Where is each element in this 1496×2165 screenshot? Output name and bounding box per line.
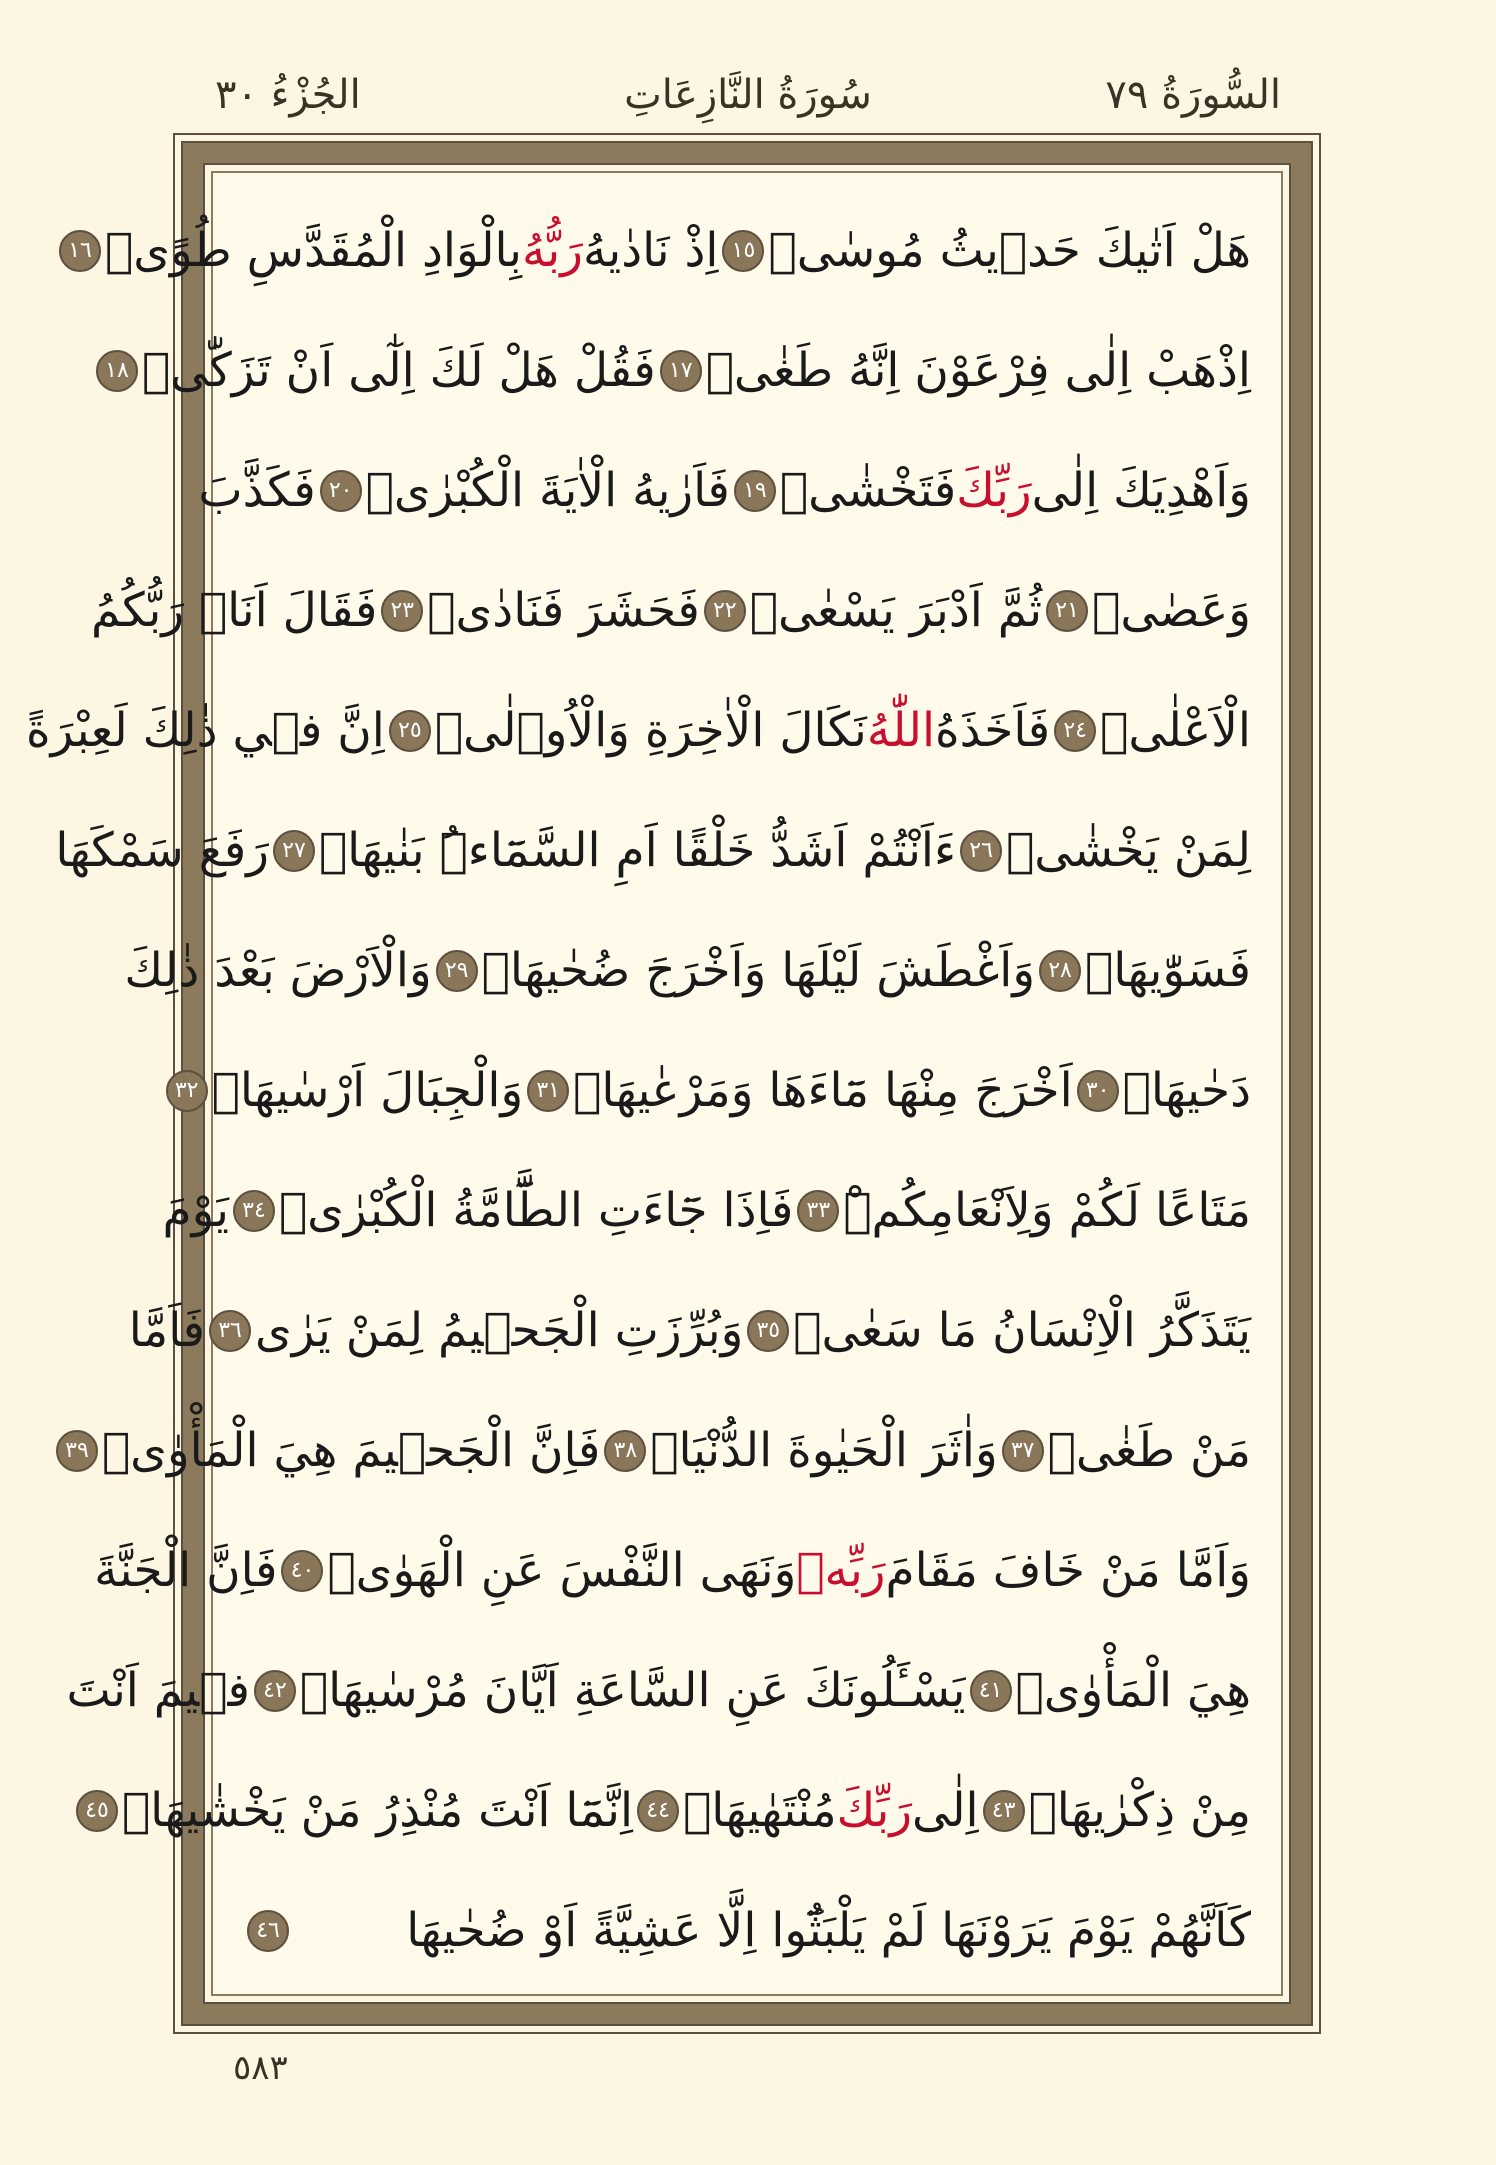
surah-title: سُورَةُ النَّازِعَاتِ [624,72,872,118]
verse-text: وَاٰثَرَ الْحَيٰوةَ الدُّنْيَاۙ [650,1423,998,1478]
highlighted-word: رَبِّكَ [956,463,1032,518]
verse-text: بِالْوَادِ الْمُقَدَّسِ طُوًىۚ [105,223,522,278]
ayah-number-marker: ٤٦ [247,1910,289,1952]
verse-text: فَقَالَ اَنَا۬ رَبُّكُمُ [91,583,378,638]
ayah-number-marker: ٣١ [527,1070,569,1112]
verse-text: فَقُلْ هَلْ لَكَ اِلٰٓى اَنْ تَزَكّٰىۙ [141,343,656,398]
text-line [198,431,1251,551]
ayah-number-marker: ٣٥ [747,1310,789,1352]
verse-text: اِذْهَبْ اِلٰى فِرْعَوْنَ اِنَّهُ طَغٰىۘ [705,343,1251,398]
verse-text: يَسْـَٔلُونَكَ عَنِ السَّاعَةِ اَيَّانَ مُرْسٰيهَاۜ [299,1663,966,1718]
ayah-number-marker: ١٧ [660,350,702,392]
ayah-number-marker: ٢٠ [320,470,362,512]
verse-text: ءَاَنْتُمْ اَشَدُّ خَلْقًا اَمِ السَّمَٓاءُۜ بَنٰيهَاۗ [318,823,957,878]
page-number: ٥٨٣ [233,2048,288,2088]
verse-text: مِنْ ذِكْرٰيهَاۜ [1028,1783,1251,1838]
text-panel [25,171,1283,1996]
ayah-number-marker: ٣٩ [56,1430,98,1472]
verse-text: فَاَمَّا [128,1303,206,1358]
text-line [105,311,1251,431]
verse-text: فَاَخَذَهُ [935,703,1051,758]
ayah-number-marker: ٣٤ [233,1190,275,1232]
verse-text: فَاِنَّ الْجَح۪يمَ هِيَ الْمَأْوٰىۜ [101,1423,601,1478]
ayah-number-marker: ١٥ [722,230,764,272]
verse-text: يَتَذَكَّرُ الْاِنْسَانُ مَا سَعٰىۙ [793,1303,1251,1358]
ayah-number-marker: ٢٣ [381,590,423,632]
highlighted-word: اللّٰهُ [866,703,935,758]
verse-text: فَاِنَّ الْجَنَّةَ [94,1543,278,1598]
ayah-number-marker: ٢٩ [436,950,478,992]
ayah-number-marker: ١٦ [59,230,101,272]
text-line [55,791,1251,911]
verse-text: رَفَعَ سَمْكَهَا [55,823,269,878]
ayah-number-marker: ٢٦ [960,830,1002,872]
verse-text: هِيَ الْمَأْوٰىۜ [1015,1663,1251,1718]
text-line [85,1751,1251,1871]
verse-text: وَاَغْطَشَ لَيْلَهَا وَاَخْرَجَ ضُحٰيهَاۖ [481,943,1036,998]
verse-text: لِمَنْ يَخْشٰىۜ [1006,823,1251,878]
verse-text: وَعَصٰىۘ [1092,583,1251,638]
text-line [128,1271,1251,1391]
text-line [91,551,1251,671]
page-header [0,0,1496,130]
verse-text: فَسَوّٰيهَاۙ [1085,943,1251,998]
ayah-number-marker: ٢١ [1046,590,1088,632]
verse-text: مُنْتَهٰيهَاۜ [683,1783,837,1838]
quran-text-block [25,191,1251,1976]
verse-text: وَبُرِّزَتِ الْجَح۪يمُ لِمَنْ يَرٰى [255,1303,744,1358]
verse-text: هَلْ اَتٰيكَ حَد۪يثُ مُوسٰىۢ [768,223,1251,278]
text-line [68,191,1251,311]
highlighted-word: رَبِّكَ [836,1783,913,1838]
text-line [162,1151,1251,1271]
text-line [243,1871,1251,1991]
verse-text: وَاَهْدِيَكَ اِلٰى [1031,463,1251,518]
ayah-number-marker: ٢٤ [1054,710,1096,752]
ayah-number-marker: ٤٠ [281,1550,323,1592]
verse-text: دَحٰيهَاۜ [1122,1063,1251,1118]
ayah-number-marker: ١٨ [96,350,138,392]
juz-label: الجُزْءُ ٣٠ [215,72,361,118]
verse-text: يَوْمَ [162,1183,229,1238]
ayah-number-marker: ٤٤ [637,1790,679,1832]
ayah-number-marker: ٤١ [970,1670,1012,1712]
verse-text: مَنْ طَغٰىۙ [1047,1423,1251,1478]
text-line [124,911,1251,1031]
verse-text: فَكَذَّبَ [198,463,316,518]
ayah-number-marker: ٣٠ [1077,1070,1119,1112]
ayah-number-marker: ٤٥ [76,1790,118,1832]
text-line [65,1391,1251,1511]
ayah-number-marker: ٣٧ [1002,1430,1044,1472]
verse-text: وَنَهَى النَّفْسَ عَنِ الْهَوٰىۙ [327,1543,797,1598]
verse-text: مَتَاعًا لَكُمْ وَلِاَنْعَامِكُمْۜ [843,1183,1251,1238]
verse-text: الْاَعْلٰىۘ [1100,703,1251,758]
ayah-number-marker: ٤٣ [983,1790,1025,1832]
verse-text: اِلٰى [912,1783,979,1838]
text-line [94,1511,1251,1631]
ayah-number-marker: ٤٢ [254,1670,296,1712]
ayah-number-marker: ٣٦ [209,1310,251,1352]
highlighted-word: رَبُّهُ [521,223,583,278]
ayah-number-marker: ٣٨ [604,1430,646,1472]
frame-border-band [25,141,1313,2026]
verse-text: اِنَّمَٓا اَنْتَ مُنْذِرُ مَنْ يَخْشٰيهَاۜ [121,1783,634,1838]
verse-text: فَاِذَا جَٓاءَتِ الطَّٓامَّةُ الْكُبْرٰىۘ [278,1183,794,1238]
ayah-number-marker: ٢٥ [389,710,431,752]
verse-text: اِذْ نَادٰيهُ [582,223,719,278]
verse-text: فَحَشَرَ فَنَادٰىۘ [427,583,700,638]
verse-text: اَخْرَجَ مِنْهَا مَٓاءَهَا وَمَرْعٰيهَاۖ [573,1063,1073,1118]
ayah-number-marker: ٢٨ [1039,950,1081,992]
verse-text: ف۪يمَ اَنْتَ [66,1663,250,1718]
verse-text: ثُمَّ اَدْبَرَ يَسْعٰىۘ [749,583,1043,638]
highlighted-word: رَبِّه۪ [796,1543,886,1598]
verse-text: وَالْاَرْضَ بَعْدَ ذٰلِكَ [124,943,432,998]
verse-text: كَاَنَّهُمْ يَوْمَ يَرَوْنَهَا لَمْ يَلْبَثُٓوا اِلَّا عَشِيَّةً اَوْ ضُحٰيهَا [406,1903,1251,1958]
ayah-number-marker: ٢٢ [704,590,746,632]
frame-border-line [25,163,1291,2004]
ayah-number-marker: ١٩ [734,470,776,512]
ayah-number-marker: ٢٧ [273,830,315,872]
verse-text: فَاَرٰيهُ الْاٰيَةَ الْكُبْرٰىۘ [365,463,730,518]
verse-text: نَكَالَ الْاٰخِرَةِ وَالْاُو۫لٰىۜ [434,703,867,758]
verse-text: اِنَّ ف۪ي ذٰلِكَ لَعِبْرَةً [25,703,385,758]
text-line [174,1031,1251,1151]
surah-number-label: السُّورَةُ ٧٩ [1105,72,1281,118]
text-line [66,1631,1251,1751]
verse-text: وَالْجِبَالَ اَرْسٰيهَاۙ [211,1063,524,1118]
ayah-number-marker: ٣٢ [166,1070,208,1112]
ayah-number-marker: ٣٣ [797,1190,839,1232]
text-line [25,671,1251,791]
verse-text: فَتَخْشٰىۚ [779,463,957,518]
page-frame [25,133,1321,2034]
verse-text: وَاَمَّا مَنْ خَافَ مَقَامَ [885,1543,1251,1598]
